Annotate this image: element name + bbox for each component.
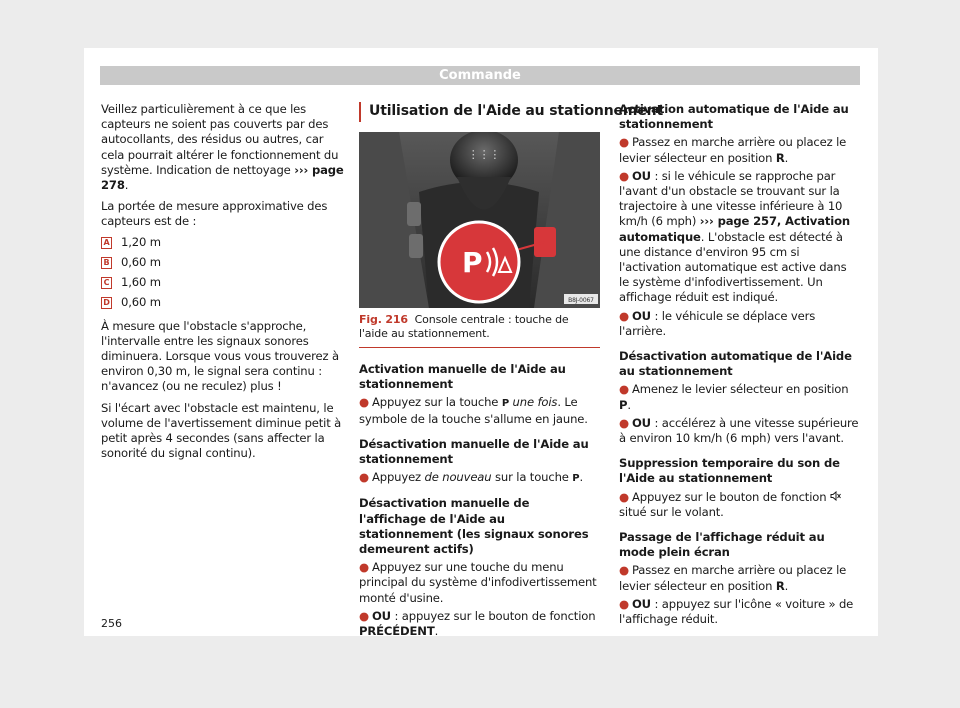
page-header: Commande bbox=[100, 66, 860, 85]
letter-badge: B bbox=[101, 257, 112, 269]
bullet-or: OU bbox=[631, 308, 651, 323]
bullet-text: Appuyez bbox=[371, 470, 425, 485]
bullet-text: : le véhicule se déplace vers l'arrière. bbox=[619, 308, 816, 338]
bullet-text: Appuyez sur la touche bbox=[371, 395, 502, 410]
list-item bbox=[619, 382, 860, 412]
bullet-text: situé sur le volant. bbox=[619, 504, 724, 519]
bullet-strong: PRÉCÉDENT bbox=[359, 624, 435, 639]
paragraph-range: La portée de mesure approximative des capteurs est de : bbox=[101, 199, 328, 229]
distance-item bbox=[101, 253, 347, 273]
distance-item bbox=[101, 293, 347, 313]
distance-value: 1,60 m bbox=[121, 275, 161, 290]
column-3 bbox=[619, 102, 860, 630]
bullet-icon: ● bbox=[619, 596, 629, 611]
bullet-text: : si le véhicule se rapproche par l'avant d'un obstacle se trouvant sur la trajectoire à une vitesse inférieure à 10 km/h (6 mph) bbox=[619, 168, 843, 229]
park-assist-symbol: P bbox=[462, 246, 483, 279]
heading-sound-suppression: Suppression temporaire du son de l'Aide au stationnement bbox=[619, 456, 840, 486]
page-link[interactable]: ››› page 257, Activation automatique bbox=[619, 214, 851, 244]
bullet-emphasis: de nouveau bbox=[424, 470, 492, 485]
letter-badge: C bbox=[101, 277, 112, 289]
bullet-icon: ● bbox=[619, 415, 629, 430]
list-item bbox=[619, 416, 860, 446]
bullet-icon: ● bbox=[619, 135, 629, 150]
bullet-icon: ● bbox=[619, 563, 629, 578]
paragraph-text: . bbox=[124, 178, 129, 193]
bullet-or: OU bbox=[371, 608, 391, 623]
bullet-text: . bbox=[784, 150, 789, 165]
bullet-text: . bbox=[579, 470, 584, 485]
list-item bbox=[359, 560, 600, 606]
paragraph-volume: Si l'écart avec l'obstacle est maintenu, le volume de l'avertissement diminue petit à petit après 4 secondes (sans affecter la sonorité du signal continu). bbox=[101, 400, 342, 461]
bullet-text: : accélérez à une vitesse supérieure à environ 10 km/h (6 mph) vers l'avant. bbox=[619, 415, 859, 446]
column-1 bbox=[101, 102, 347, 467]
heading-auto-activation: Activation automatique de l'Aide au stationnement bbox=[619, 102, 849, 132]
distance-value: 0,60 m bbox=[121, 295, 161, 310]
distance-value: 0,60 m bbox=[121, 255, 161, 270]
paragraph-text: Veillez particulièrement à ce que les capteurs ne soient pas couverts par des autocollants, des résidus ou autres, car cela pourrait altérer le fonctionnement du système. Indication de nettoyage bbox=[101, 102, 339, 177]
park-assist-icon: P bbox=[501, 398, 509, 410]
list-item bbox=[359, 395, 600, 426]
heading-display-deactivation: Désactivation manuelle de l'affichage de l'Aide au stationnement (les signaux sonores demeurent actifs) bbox=[359, 496, 589, 557]
bullet-text: . bbox=[627, 397, 631, 412]
paragraph-sensors bbox=[101, 102, 347, 193]
heading-manual-activation: Activation manuelle de l'Aide au stationnement bbox=[359, 362, 566, 392]
bullet-text: Appuyez sur le bouton de fonction bbox=[631, 489, 830, 504]
caption-text: Console centrale : touche de l'aide au stationnement. bbox=[359, 313, 569, 340]
bullet-emphasis: une fois bbox=[512, 395, 558, 410]
figure-code: B8J-0067 bbox=[568, 297, 594, 304]
speaker-mute-icon bbox=[830, 491, 841, 501]
page-link[interactable]: ››› page 278 bbox=[101, 162, 344, 193]
letter-badge: A bbox=[101, 237, 112, 249]
bullet-icon: ● bbox=[619, 308, 629, 323]
list-item bbox=[619, 309, 860, 339]
section-title: Utilisation de l'Aide au stationnement bbox=[359, 102, 600, 122]
bullet-icon: ● bbox=[359, 395, 369, 410]
bullet-text: . L'obstacle est détecté à une distance d'environ 95 cm si l'activation automatique est active dans le système d'infodivertissement. Un affichage réduit est indiqué. bbox=[619, 229, 847, 305]
column-2 bbox=[359, 102, 664, 642]
page-number: 256 bbox=[101, 617, 122, 630]
list-item bbox=[619, 597, 860, 627]
bullet-icon: ● bbox=[359, 560, 369, 575]
figure-number: Fig. 216 bbox=[359, 313, 408, 326]
bullet-text: . bbox=[434, 624, 439, 639]
bullet-strong: R bbox=[775, 578, 785, 593]
bullet-text: Appuyez sur une touche du menu principal du système d'infodivertissement monté d'usine. bbox=[359, 560, 597, 605]
list-item bbox=[619, 490, 860, 520]
bullet-icon: ● bbox=[359, 608, 369, 623]
bullet-text: : appuyez sur le bouton de fonction bbox=[390, 608, 596, 623]
console-illustration bbox=[359, 132, 600, 308]
list-item bbox=[619, 135, 860, 165]
svg-text:⋮⋮⋮: ⋮⋮⋮ bbox=[467, 148, 501, 161]
heading-fullscreen: Passage de l'affichage réduit au mode plein écran bbox=[619, 530, 825, 560]
bullet-text: sur la touche bbox=[491, 470, 573, 485]
bullet-strong: R bbox=[775, 150, 785, 165]
park-assist-icon: P bbox=[572, 473, 580, 485]
bullet-or: OU bbox=[631, 415, 651, 430]
bullet-text: Amenez le levier sélecteur en position bbox=[631, 382, 849, 397]
bullet-or: OU bbox=[631, 168, 651, 183]
heading-manual-deactivation: Désactivation manuelle de l'Aide au stationnement bbox=[359, 436, 589, 467]
list-item bbox=[619, 169, 860, 306]
heading-auto-deactivation: Désactivation automatique de l'Aide au stationnement bbox=[619, 349, 852, 379]
distance-list bbox=[101, 233, 347, 313]
distance-item bbox=[101, 233, 347, 253]
list-item bbox=[619, 563, 860, 593]
list-item bbox=[359, 609, 600, 639]
figure-caption bbox=[359, 313, 600, 348]
bullet-text: : appuyez sur l'icône « voiture » de l'affichage réduit. bbox=[619, 596, 854, 627]
bullet-icon: ● bbox=[359, 470, 369, 485]
bullet-icon: ● bbox=[619, 382, 629, 397]
bullet-icon: ● bbox=[619, 168, 629, 183]
bullet-text: . Le symbole de la touche s'allume en jaune. bbox=[359, 395, 588, 426]
bullet-or: OU bbox=[631, 596, 651, 611]
bullet-strong: P bbox=[619, 397, 628, 412]
bullet-icon: ● bbox=[619, 489, 629, 504]
bullet-text: . bbox=[784, 578, 789, 593]
figure-console bbox=[359, 132, 600, 308]
distance-value: 1,20 m bbox=[121, 235, 161, 250]
letter-badge: D bbox=[101, 297, 112, 309]
bullet-text: Passez en marche arrière ou placez le levier sélecteur en position bbox=[619, 135, 847, 165]
list-item bbox=[359, 470, 600, 486]
paragraph-approach: À mesure que l'obstacle s'approche, l'intervalle entre les signaux sonores diminuera. Lorsque vous vous trouverez à environ 0,30 m, le signal sera continu : n'avancez (ou ne reculez) plus ! bbox=[101, 318, 339, 394]
bullet-text: Passez en marche arrière ou placez le levier sélecteur en position bbox=[619, 563, 847, 593]
distance-item bbox=[101, 273, 347, 293]
